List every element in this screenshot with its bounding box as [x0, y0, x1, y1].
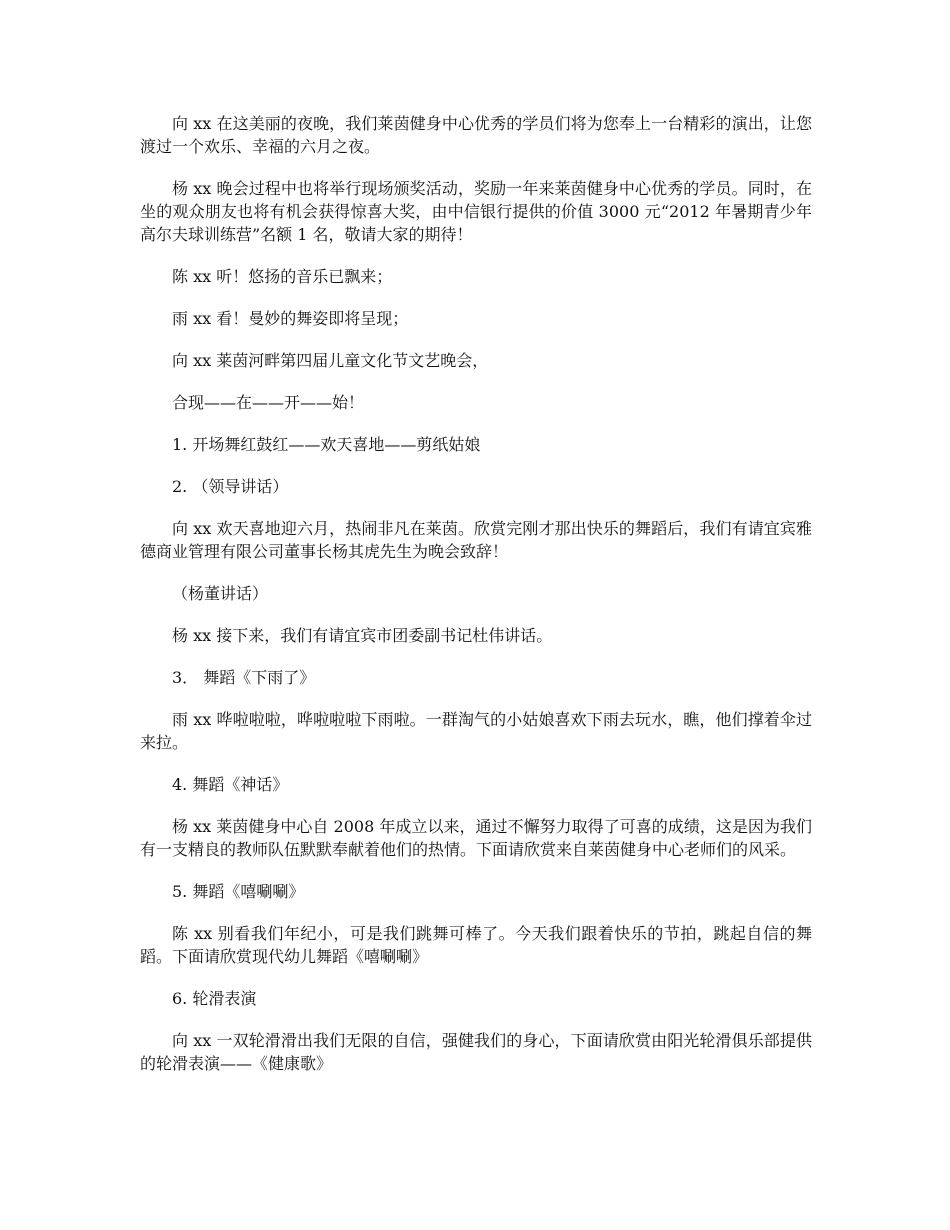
paragraph-6: 合现——在——开——始！ — [172, 393, 365, 412]
paragraph-11: 杨 xx 接下来，我们有请宜宾市团委副书记杜伟讲话。 — [172, 626, 553, 645]
program-item-4: 4. 舞蹈《神话》 — [172, 775, 289, 794]
paragraph-1: 向 xx 在这美丽的夜晚，我们莱茵健身中心优秀的学员们将为您奉上一台精彩的演出，让您渡过一个欢乐、幸福的六月之夜。 — [140, 114, 812, 156]
paragraph-17: 陈 xx 别看我们年纪小，可是我们跳舞可棒了。今天我们跟着快乐的节拍，跳起自信的舞蹈。下面请欣赏现代幼儿舞蹈《嘻唰唰》 — [140, 924, 812, 966]
program-item-3: 3． 舞蹈《下雨了》 — [172, 668, 316, 687]
program-item-6: 6. 轮滑表演 — [172, 989, 257, 1008]
paragraph-4: 雨 xx 看！曼妙的舞姿即将呈现； — [172, 309, 409, 328]
paragraph-10: （杨董讲话） — [172, 584, 269, 603]
document-body — [140, 112, 812, 1094]
paragraph-13: 雨 xx 哗啦啦啦，哗啦啦啦下雨啦。一群淘气的小姑娘喜欢下雨去玩水，瞧，他们撑着伞过来拉。 — [140, 710, 812, 752]
paragraph-2: 杨 xx 晚会过程中也将举行现场颁奖活动，奖励一年来莱茵健身中心优秀的学员。同时，在坐的观众朋友也将有机会获得惊喜大奖，由中信银行提供的价值 3000 元“2012 年暑期青少年高尔夫球训练营”名额 1 名，敬请大家的期待！ — [140, 179, 812, 244]
program-item-5: 5. 舞蹈《嘻唰唰》 — [172, 882, 305, 901]
paragraph-9: 向 xx 欢天喜地迎六月，热闹非凡在莱茵。欣赏完刚才那出快乐的舞蹈后，我们有请宜宾雅德商业管理有限公司董事长杨其虎先生为晚会致辞！ — [140, 519, 812, 561]
paragraph-19: 向 xx 一双轮滑滑出我们无限的自信，强健我们的身心，下面请欣赏由阳光轮滑俱乐部提供的轮滑表演——《健康歌》 — [140, 1031, 812, 1073]
program-item-2: 2. （领导讲话） — [172, 477, 289, 496]
program-item-1: 1. 开场舞红鼓红——欢天喜地——剪纸姑娘 — [172, 435, 481, 454]
paragraph-3: 陈 xx 听！悠扬的音乐已飘来； — [172, 267, 393, 286]
paragraph-15: 杨 xx 莱茵健身中心自 2008 年成立以来，通过不懈努力取得了可喜的成绩，这是因为我们有一支精良的教师队伍默默奉献着他们的热情。下面请欣赏来自莱茵健身中心老师们的风采。 — [140, 817, 812, 859]
paragraph-5: 向 xx 莱茵河畔第四届儿童文化节文艺晚会， — [172, 351, 489, 370]
